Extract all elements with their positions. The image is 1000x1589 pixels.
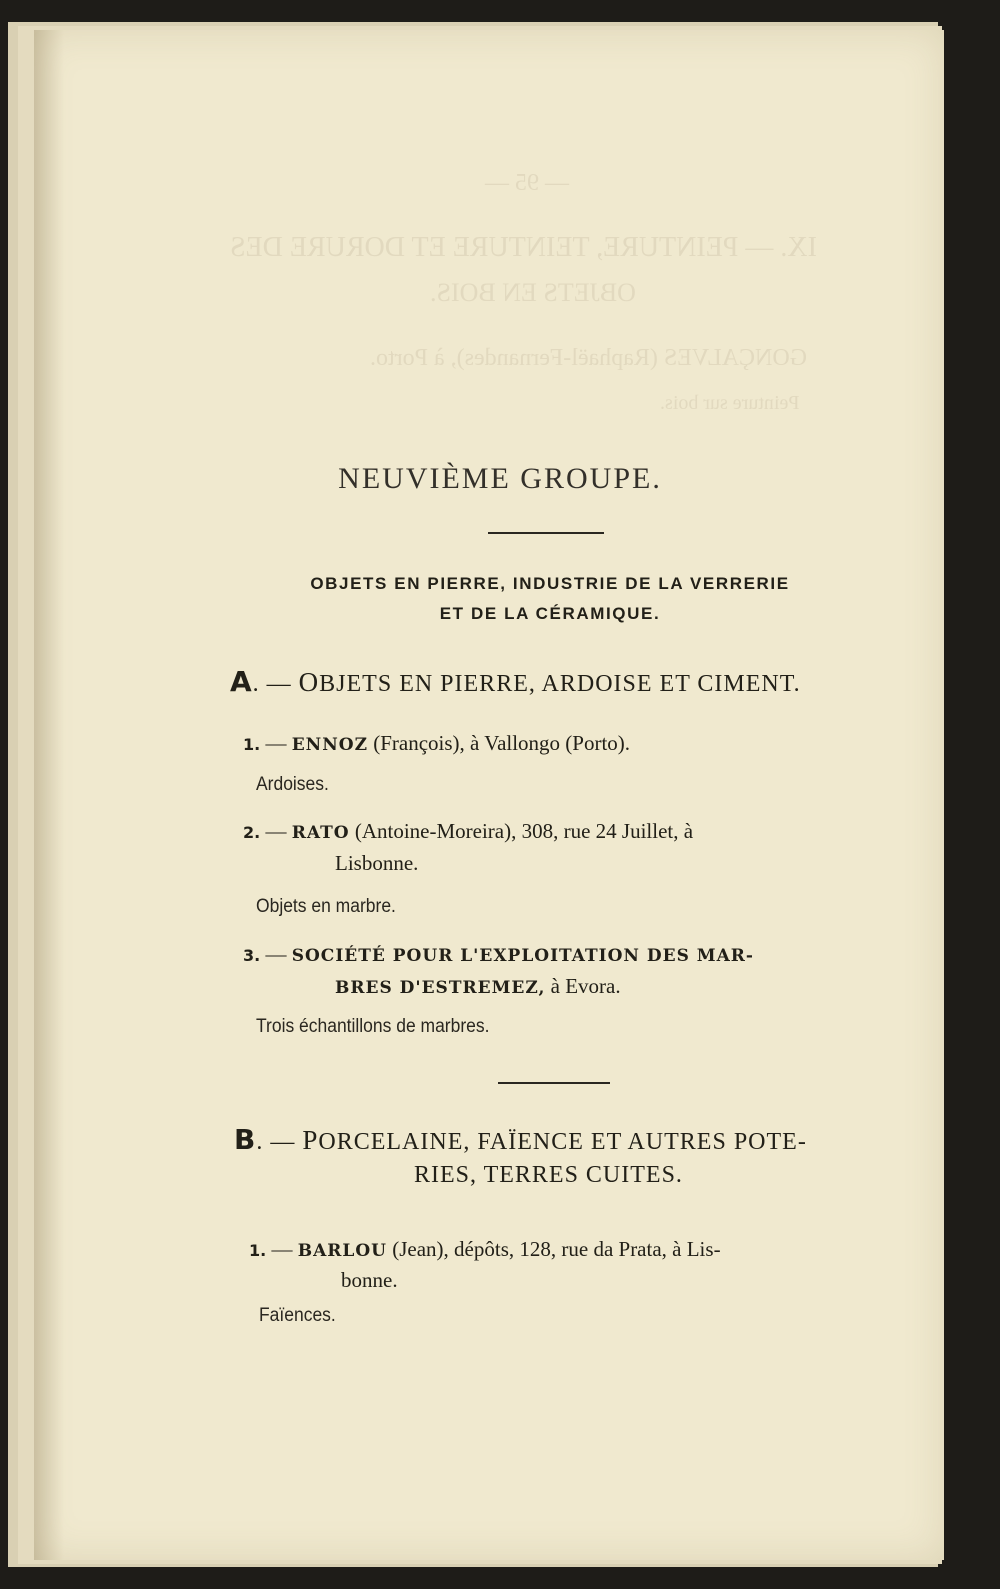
section-b-heading-line-2: RIES, TERRES CUITES.	[414, 1162, 683, 1188]
exhibitor-name: RATO	[291, 823, 350, 843]
entry-a2	[243, 815, 693, 849]
entry-b1-continuation: bonne.	[341, 1268, 398, 1292]
exhibitor-name: ENNOZ	[291, 735, 368, 755]
group-subtitle-line-2: ET DE LA CÉRAMIQUE.	[439, 604, 661, 623]
section-a-title: BJETS EN PIERRE, ARDOISE ET CIMENT.	[319, 671, 801, 697]
bleed-description: Peinture sur bois.	[660, 392, 800, 414]
group-subtitle-line-1: OBJETS EN PIERRE, INDUSTRIE DE LA VERRERIE	[310, 574, 790, 593]
exhibitor-details: (Antoine-Moreira), 308, rue 24 Juillet, à	[354, 819, 694, 843]
section-b-heading	[234, 1123, 807, 1156]
entry-a1	[243, 727, 630, 761]
entry-number: 3.	[243, 946, 261, 965]
exhibitor-name: BARLOU	[297, 1241, 387, 1261]
entry-b1	[249, 1233, 721, 1267]
entry-a2-description: Objets en marbre.	[256, 896, 396, 917]
entry-number: 1.	[249, 1241, 267, 1260]
exhibitor-details: (Jean), dépôts, 128, rue da Prata, à Lis-	[392, 1237, 721, 1261]
section-rule	[498, 1082, 610, 1084]
section-a-heading	[230, 665, 801, 698]
bleed-page-number: — 95 —	[485, 170, 569, 196]
entry-a3-continuation	[335, 970, 621, 1004]
bleed-entry: GONÇALVES (Raphaël-Fernandes), à Porto.	[370, 345, 808, 371]
exhibitor-location: à Evora.	[550, 974, 621, 998]
section-a-letter: A	[230, 665, 253, 698]
section-a-separator: . —	[252, 671, 292, 697]
entry-dash: —	[265, 819, 287, 843]
group-title: NEUVIÈME GROUPE.	[338, 462, 662, 495]
entry-a1-description: Ardoises.	[256, 774, 329, 795]
entry-a2-continuation: Lisbonne.	[335, 851, 419, 875]
section-b-separator: . —	[256, 1129, 296, 1155]
exhibitor-name: SOCIÉTÉ POUR L'EXPLOITATION DES MAR-	[291, 946, 754, 966]
entry-a3-description: Trois échantillons de marbres.	[256, 1016, 490, 1037]
bleed-heading: IX. — PEINTURE, TEINTURE ET DORURE DES	[230, 232, 817, 263]
spine-shadow	[34, 30, 64, 1560]
entry-b1-description: Faïences.	[259, 1305, 336, 1326]
exhibitor-name-continued: BRES D'ESTREMEZ,	[335, 978, 546, 998]
entry-dash: —	[265, 942, 287, 966]
section-b-title: ORCELAINE, FAÏENCE ET AUTRES POTE-	[318, 1129, 807, 1155]
entry-number: 2.	[243, 823, 261, 842]
entry-dash: —	[271, 1237, 293, 1261]
section-b-title-initial: P	[302, 1125, 319, 1155]
entry-number: 1.	[243, 735, 261, 754]
title-rule	[488, 532, 604, 534]
bleed-heading-2: OBJETS EN BOIS.	[430, 278, 636, 307]
entry-a3	[243, 938, 754, 972]
exhibitor-details: (François), à Vallongo (Porto).	[373, 731, 631, 755]
section-a-title-initial: O	[298, 667, 320, 697]
section-b-letter: B	[234, 1123, 257, 1156]
entry-dash: —	[265, 731, 287, 755]
